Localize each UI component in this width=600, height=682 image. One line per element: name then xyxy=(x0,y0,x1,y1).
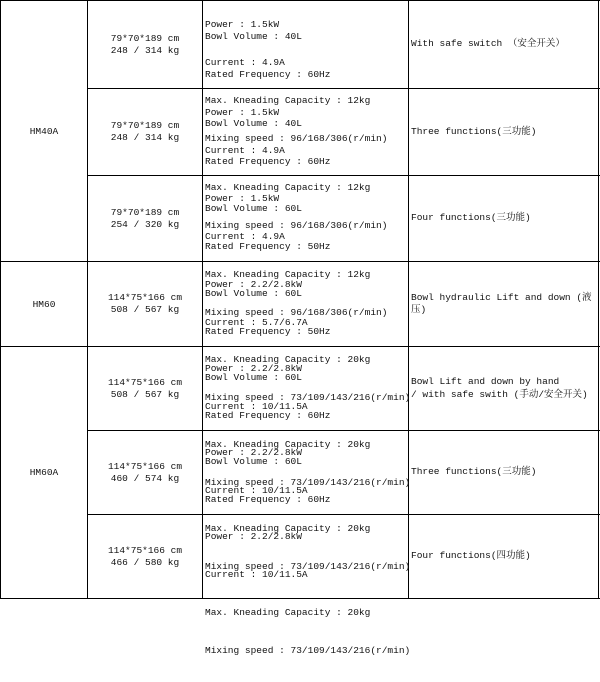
model-label: HM60 xyxy=(32,298,56,310)
spec-power: Power : 2.2/2.8kW xyxy=(205,447,302,459)
spec-current: Current : 10/11.5A xyxy=(205,401,308,413)
spec-mixing-speed: Mixing speed : 73/109/143/216(r/min) xyxy=(205,644,411,656)
spec-kneading-capacity: Max. Kneading Capacity : 12kg xyxy=(205,182,371,194)
function-cell xyxy=(409,262,598,346)
spec-kneading-capacity: Max. Kneading Capacity : 20kg xyxy=(205,522,371,534)
spec-bowl-volume: Bowl Volume : 60L xyxy=(205,287,302,299)
function-text: With safe switch （安全开关） xyxy=(411,38,565,50)
model-label: HM40A xyxy=(29,125,59,137)
spec-kneading-capacity: Max. Kneading Capacity : 20kg xyxy=(205,606,371,618)
dimension-text: 79*70*189 cm xyxy=(110,32,180,44)
spec-cell xyxy=(203,455,411,656)
model-label: HM60A xyxy=(29,467,59,478)
spec-rated-frequency: Rated Frequency : 60Hz xyxy=(205,69,331,81)
spec-mixing-speed: Mixing speed : 96/168/306(r/min) xyxy=(205,132,388,144)
spec-rated-frequency: Rated Frequency : 60Hz xyxy=(205,155,331,167)
spec-current: Current : 10/11.5A xyxy=(205,569,308,581)
function-cell xyxy=(409,176,598,261)
spec-current: Current : 10/11.5A xyxy=(205,485,308,497)
spec-rated-frequency: Rated Frequency : 50Hz xyxy=(205,241,331,253)
dimension-cell xyxy=(88,431,202,514)
dimension-text: 79*70*189 cm xyxy=(110,206,180,218)
dimension-text: 114*75*166 cm xyxy=(107,292,183,303)
weight-text: 466 / 580 kg xyxy=(110,556,180,568)
dimension-cell xyxy=(88,515,202,598)
dimension-cell xyxy=(88,347,202,430)
spec-power: Power : 1.5kW xyxy=(205,19,280,31)
spec-rated-frequency: Rated Frequency : 50Hz xyxy=(205,325,331,337)
spec-power: Power : 2.2/2.8kW xyxy=(205,278,302,290)
spec-power: Power : 1.5kW xyxy=(205,106,280,118)
spec-bowl-volume: Bowl Volume : 40L xyxy=(205,31,302,43)
spec-current: Current : 4.9A xyxy=(205,144,285,156)
spec-mixing-speed: Mixing speed : 96/168/306(r/min) xyxy=(205,306,388,318)
spec-kneading-capacity: Max. Kneading Capacity : 12kg xyxy=(205,94,371,106)
model-cell xyxy=(1,1,87,261)
spec-power: Power : 2.2/2.8kW xyxy=(205,363,302,375)
dimension-cell xyxy=(88,262,202,346)
spec-current: Current : 4.9A xyxy=(205,57,285,69)
spec-bowl-volume: Bowl Volume : 60L xyxy=(205,455,302,467)
model-cell xyxy=(1,347,87,598)
dimension-text: 114*75*166 cm xyxy=(107,460,183,472)
spec-power: Power : 2.2/2.8kW xyxy=(205,531,302,543)
spec-mixing-speed: Mixing speed : 73/109/143/216(r/min) xyxy=(205,560,411,572)
weight-text: 508 / 567 kg xyxy=(110,388,180,400)
weight-text: 460 / 574 kg xyxy=(110,472,180,484)
model-cell xyxy=(1,262,87,346)
dimension-text: 79*70*189 cm xyxy=(110,120,180,131)
column-divider xyxy=(598,0,599,599)
spec-kneading-capacity: Max. Kneading Capacity : 20kg xyxy=(205,354,371,366)
spec-mixing-speed: Mixing speed : 73/109/143/216(r/min) xyxy=(205,476,411,488)
weight-text: 248 / 314 kg xyxy=(110,132,180,143)
function-cell xyxy=(409,515,598,598)
function-text: Three functions(三功能) xyxy=(411,466,537,478)
spec-rated-frequency: Rated Frequency : 60Hz xyxy=(205,409,331,421)
function-text: Four functions(四功能) xyxy=(411,550,531,562)
spec-rated-frequency: Rated Frequency : 60Hz xyxy=(205,493,331,505)
dimension-cell xyxy=(88,176,202,261)
spec-kneading-capacity: Max. Kneading Capacity : 12kg xyxy=(205,268,371,280)
weight-text: 248 / 314 kg xyxy=(110,44,180,56)
weight-text: 508 / 567 kg xyxy=(110,304,180,315)
spec-current: Current : 4.9A xyxy=(205,231,285,243)
function-cell xyxy=(409,431,598,514)
spec-kneading-capacity: Max. Kneading Capacity : 20kg xyxy=(205,438,371,450)
spec-bowl-volume: Bowl Volume : 40L xyxy=(205,117,302,129)
spec-current: Current : 5.7/6.7A xyxy=(205,316,308,328)
spec-bowl-volume: Bowl Volume : 60L xyxy=(205,371,302,383)
function-text: Three functions(三功能) xyxy=(411,125,537,137)
dimension-cell xyxy=(88,89,202,175)
weight-text: 254 / 320 kg xyxy=(110,218,180,230)
dimension-cell xyxy=(88,1,202,88)
function-text: Four functions(三功能) xyxy=(411,212,531,224)
function-cell xyxy=(409,1,598,88)
spec-mixing-speed: Mixing speed : 73/109/143/216(r/min) xyxy=(205,392,411,404)
spec-bowl-volume: Bowl Volume : 60L xyxy=(205,203,302,215)
function-text: Bowl hydraulic Lift and down (液 压) xyxy=(411,291,592,315)
dimension-text: 114*75*166 cm xyxy=(107,376,183,388)
spec-mixing-speed: Mixing speed : 96/168/306(r/min) xyxy=(205,220,388,232)
function-text: Bowl Lift and down by hand / with safe swith (手动/安全开关) xyxy=(411,376,588,400)
spec-power: Power : 1.5kW xyxy=(205,193,280,205)
function-cell xyxy=(409,347,598,430)
function-cell xyxy=(409,89,598,175)
dimension-text: 114*75*166 cm xyxy=(107,544,183,556)
